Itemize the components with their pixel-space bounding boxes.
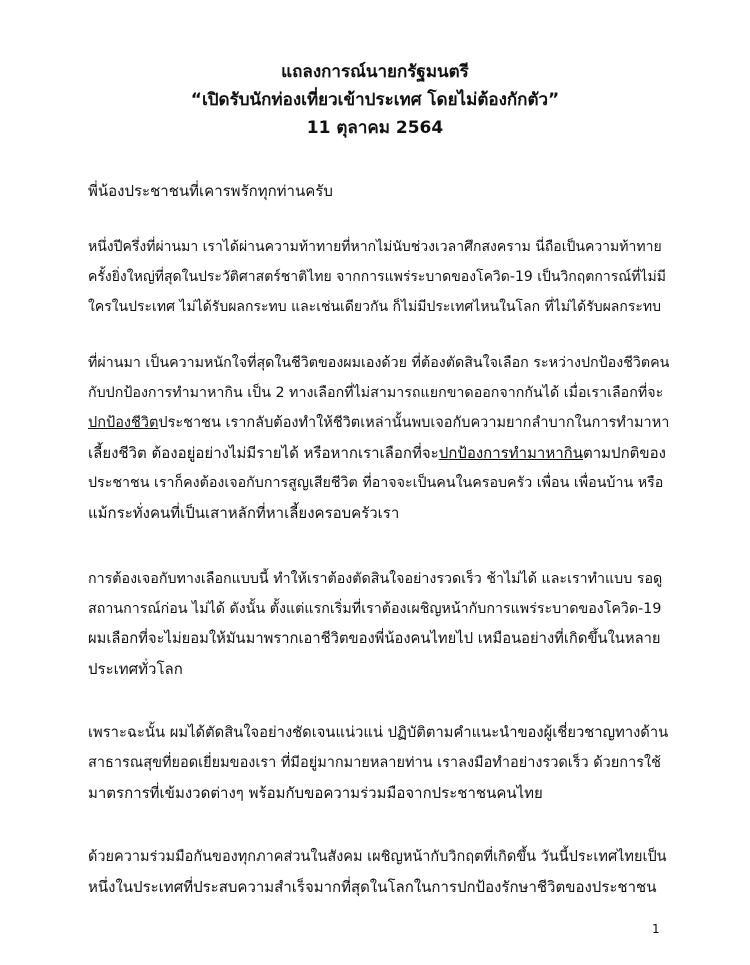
statement-title: แถลงการณ์นายกรัฐมนตรี <box>281 62 469 82</box>
paragraph-2-line-2: กับปกป้องการทำมาหากิน เป็น 2 ทางเลือกที่ไม่สามารถแยกขาดออกจากกันได้ เมื่อเราเลือกที่จะ <box>88 385 664 401</box>
statement-header <box>0 58 750 142</box>
paragraph-3-line-3: ผมเลือกที่จะไม่ยอมให้มันมาพรากเอาชีวิตของพี่น้องคนไทยไป เหมือนอย่างที่เกิดขึ้นในหลาย <box>88 630 661 647</box>
paragraph-3-line-2: สถานการณ์ก่อน ไม่ได้ ดังนั้น ตั้งแต่แรกเริ่มที่เราต้องเผชิญหน้ากับการแพร่ระบาดของโควิด-19 <box>88 601 662 617</box>
paragraph-4-line-3: มาตรการที่เข้มงวดต่างๆ พร้อมกับขอความร่วมมือจากประชาชนคนไทย <box>88 784 543 802</box>
statement-subtitle: “เปิดรับนักท่องเที่ยวเข้าประเทศ โดยไม่ต้องกักตัว” <box>190 90 560 110</box>
page-number: 1 <box>652 922 660 936</box>
paragraph-2-line-4-end: ตามปกติของ <box>583 444 666 462</box>
paragraph-3-line-1: การต้องเจอกับทางเลือกแบบนี้ ทำให้เราต้องตัดสินใจอย่างรวดเร็ว ช้าไม่ได้ และเราทำแบบ รอดู <box>88 571 663 587</box>
paragraph-3-line-4: ประเทศทั่วโลก <box>88 660 183 678</box>
greeting: พี่น้องประชาชนที่เคารพรักทุกท่านครับ <box>88 182 333 200</box>
underlined-phrase-protect-livelihood: ปกป้องการทำมาหากิน <box>438 444 583 462</box>
paragraph-4-line-2: สาธารณสุขที่ยอดเยี่ยมของเรา ที่มีอยู่มากมายหลายท่าน เราลงมือทำอย่างรวดเร็ว ด้วยการใช้ <box>88 755 661 771</box>
paragraph-5-line-2: หนึ่งในประเทศที่ประสบความสำเร็จมากที่สุดในโลกในการปกป้องรักษาชีวิตของประชาชน <box>88 878 657 896</box>
paragraph-2-line-4 <box>88 442 666 464</box>
paragraph-2-line-3-text: ประชาชน เรากลับต้องทำให้ชีวิตเหล่านั้นพบเจอกับความยากลำบากในการทำมาหา <box>158 415 670 431</box>
paragraph-5-line-1: ด้วยความร่วมมือกันของทุกภาคส่วนในสังคม เผชิญหน้ากับวิกฤตที่เกิดขึ้น วันนี้ประเทศไทยเป็น <box>88 849 667 865</box>
underlined-phrase-protect-life: ปกป้องชีวิต <box>88 415 159 431</box>
paragraph-1-line-3: ใครในประเทศ ไม่ได้รับผลกระทบ และเช่นเดียวกัน ก็ไม่มีประเทศไหนในโลก ที่ไม่ได้รับผลกระทบ <box>88 299 662 315</box>
paragraph-2-line-3 <box>88 412 669 434</box>
paragraph-2-line-1: ที่ผ่านมา เป็นความหนักใจที่สุดในชีวิตของผมเองด้วย ที่ต้องตัดสินใจเลือก ระหว่างปกป้องชีวิตคน <box>88 355 670 371</box>
paragraph-1-line-2: ครั้งยิ่งใหญ่ที่สุดในประวัติศาสตร์ชาติไทย จากการแพร่ระบาดของโควิด-19 เป็นวิกฤตการณ์ที่ไม่มี <box>88 269 666 285</box>
paragraph-1-line-1: หนึ่งปีครึ่งที่ผ่านมา เราได้ผ่านความท้าทายที่หากไม่นับช่วงเวลาศึกสงคราม นี่ถือเป็นความท้าทาย <box>88 239 662 255</box>
statement-date: 11 ตุลาคม 2564 <box>306 118 444 138</box>
paragraph-2-line-6: แม้กระทั่งคนที่เป็นเสาหลักที่หาเลี้ยงครอบครัวเรา <box>88 504 400 522</box>
paragraph-2-line-4-start: เลี้ยงชีวิต ต้องอยู่อย่างไม่มีรายได้ หรือหากเราเลือกที่จะ <box>88 444 439 462</box>
paragraph-4-line-1: เพราะฉะนั้น ผมได้ตัดสินใจอย่างชัดเจนแน่วแน่ ปฏิบัติตามคำแนะนำของผู้เชี่ยวชาญทางด้าน <box>88 724 669 741</box>
paragraph-2-line-5: ประชาชน เราก็คงต้องเจอกับการสูญเสียชีวิต ที่อาจจะเป็นคนในครอบครัว เพื่อน เพื่อนบ้าน หรือ <box>88 475 664 491</box>
